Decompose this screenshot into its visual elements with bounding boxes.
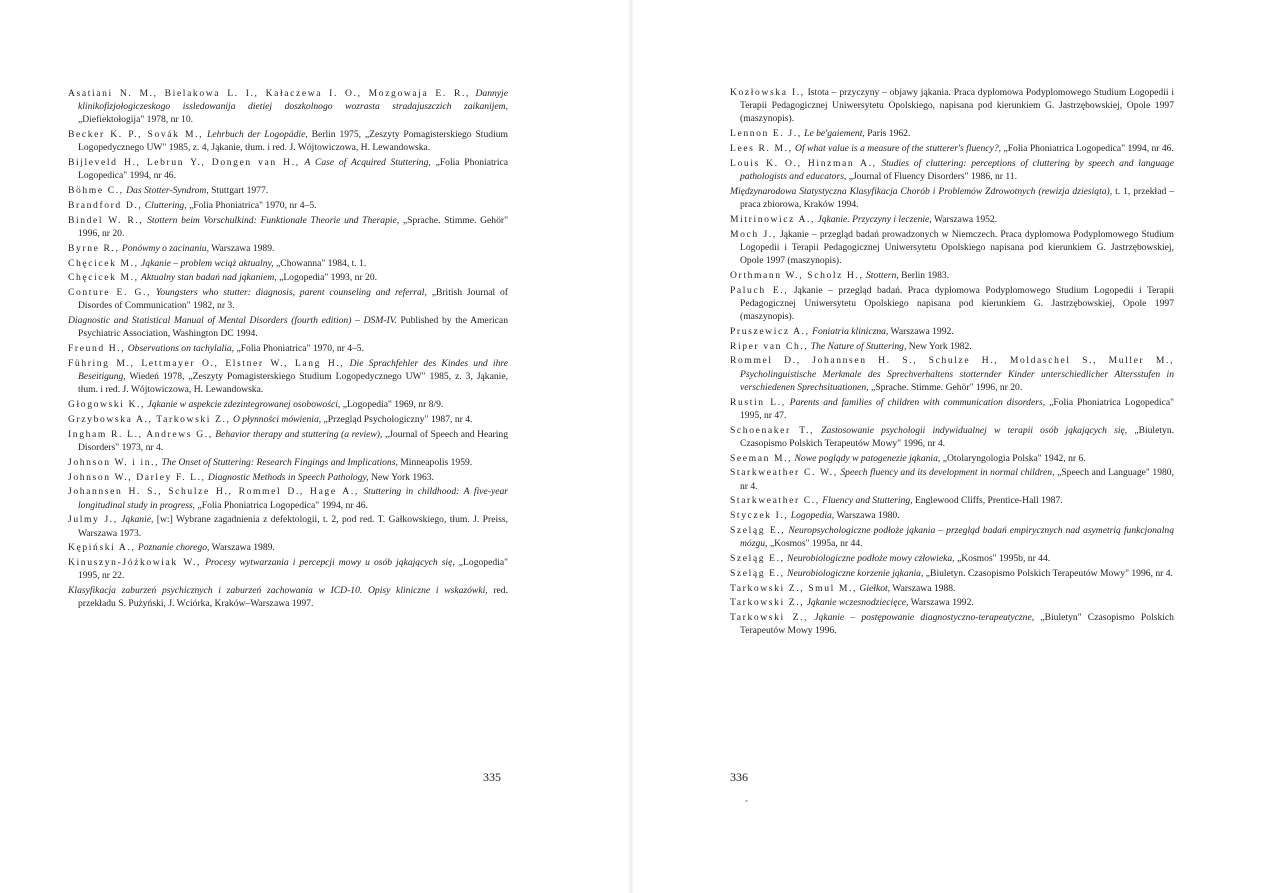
entry-author: Rustin L.,	[730, 396, 786, 408]
entry-details: „Biuletyn. Czasopismo Polskich Terapeutów Mowy" 1996, nr 4.	[740, 424, 1175, 449]
bibliography-entry	[68, 541, 508, 554]
bibliography-entry	[730, 340, 1174, 353]
entry-author: Julmy J.,	[68, 514, 118, 526]
entry-title: Jąkanie wczesnodziecięce,	[806, 597, 909, 609]
bibliography-entry	[730, 567, 1174, 580]
entry-title: The Onset of Stuttering: Research Fingings and Implications,	[161, 456, 398, 468]
entry-author: Głogowski K.,	[68, 399, 146, 411]
entry-title: Diagnostic and Statistical Manual of Mental Disorders (fourth edition) – DSM-IV.	[68, 315, 397, 327]
bibliography-entry	[68, 286, 508, 312]
entry-title: Procesy wytwarzania i percepcji mowy u osób jąkających się,	[205, 557, 455, 569]
entry-title: Międzynarodowa Statystyczna Klasyfikacja Chorób i Problemów Zdrowotnych (rewizja dziesiąta),	[730, 185, 1113, 197]
entry-details: „British Journal of Disordes of Communication" 1982, nr 3.	[78, 287, 508, 312]
entry-details: Englewood Cliffs, Prentice-Hall 1987.	[914, 495, 1063, 507]
entry-details: Istota – przyczyny – objawy jąkania. Praca dyplomowa Podyplomowego Studium Logopedii i Terapii Pedagogicznej Uniwersytetu Opolskiego, napisana pod kierunkiem G. Jastrzębowskiej, Opole 1997 (maszynopis).	[740, 87, 1175, 125]
entry-details: „Otolaryngologia Polska" 1942, nr 6.	[942, 452, 1086, 464]
bibliography-entry	[730, 354, 1174, 394]
entry-author: Orthmann W., Scholz H.,	[730, 269, 864, 281]
entry-author: Moch J.,	[730, 228, 777, 240]
entry-author: Schoenaker T.,	[730, 424, 815, 436]
bibliography-entry	[730, 424, 1174, 450]
entry-details: Wiedeń 1978, „Zeszyty Pomagisterskiego Studium Logopedycznego UW" 1985, z. 3, Jąkanie, tłum. i red. J. Wójtowiczowa, H. Lewandowska.	[78, 371, 508, 396]
bibliography-entry	[68, 428, 508, 454]
entry-author: Grzybowska A., Tarkowski Z.,	[68, 413, 231, 425]
entry-author: Brandford D.,	[68, 200, 143, 211]
entry-author: Becker K. P., Sovák M.,	[68, 129, 204, 141]
entry-author: Lees R. M.,	[730, 143, 793, 154]
bibliography-entry	[730, 86, 1174, 126]
entry-title: Jąkanie,	[121, 514, 154, 526]
entry-details: „Biuletyn" Czasopismo Polskich Terapeutów Mowy 1996.	[740, 612, 1174, 637]
bibliography-entry	[730, 213, 1174, 226]
bibliography-entry	[68, 413, 508, 426]
entry-title: Die Sprachfehler des Kindes und ihre Beseitigung,	[78, 357, 509, 383]
bibliography-entry	[68, 184, 508, 197]
entry-title: O płynności mówienia,	[232, 413, 322, 425]
entry-author: Byrne R.,	[68, 242, 120, 254]
entry-details: New York 1963.	[371, 471, 434, 483]
entry-title: Logopedia,	[790, 510, 835, 522]
entry-author: Kinuszyn-Jóźkowiak W.,	[68, 557, 202, 569]
entry-details: red. przekładu S. Pużyński, J. Wciórka, Kraków–Warszawa 1997.	[78, 585, 508, 610]
entry-author: Pruszewicz A.,	[730, 325, 810, 337]
entry-title: Fluency and Stuttering,	[822, 495, 913, 507]
entry-details: „Speech and Language" 1980, nr 4.	[740, 467, 1174, 492]
entry-details: Warszawa 1992.	[910, 597, 974, 609]
entry-author: Führing M., Lettmayer O., Elstner W., Lang H.,	[68, 357, 345, 369]
right-page	[633, 0, 1263, 893]
entry-details: [w:] Wybrane zagadnienia z defektologii, t. 2, pod red. T. Gałkowskiego, tłum. J. Preiss, Warszawa 1973.	[78, 514, 508, 539]
bibliography-entry	[730, 325, 1174, 338]
bibliography-entry	[730, 494, 1174, 507]
bibliography-entry	[730, 396, 1174, 422]
page-number-left: 335	[483, 770, 501, 784]
entry-title: Poznanie chorego,	[137, 542, 210, 554]
entry-title: Lehrbuch der Logopädie,	[207, 129, 308, 141]
entry-details: Berlin 1983.	[901, 269, 950, 281]
bibliography-entry	[68, 214, 508, 240]
entry-details: Warszawa 1988.	[892, 582, 956, 594]
entry-details: Warszawa 1989.	[211, 242, 275, 254]
entry-author: Starkweather C. W.,	[730, 467, 838, 479]
entry-details: „Kosmos" 1995b, nr 44.	[956, 552, 1051, 564]
entry-details: Stuttgart 1977.	[211, 185, 269, 197]
bibliography-entry	[730, 524, 1174, 550]
entry-author: Chęcicek M.,	[68, 257, 139, 269]
entry-details: „Kosmos" 1995a, nr 44.	[769, 538, 863, 550]
bibliography-entry	[68, 357, 508, 397]
entry-title: Das Stotter-Syndrom,	[126, 185, 209, 197]
bibliography-entry	[730, 596, 1174, 609]
entry-title: Giełkot,	[859, 582, 891, 594]
entry-details: Paris 1962.	[867, 128, 911, 140]
entry-author: Louis K. O., Hinzman A.,	[730, 157, 877, 169]
bibliography-entry	[68, 471, 508, 484]
scan-speck	[745, 800, 748, 802]
bibliography-entry	[68, 485, 508, 511]
bibliography-entry	[730, 466, 1174, 492]
entry-details: „Sprache. Stimme. Gehör" 1996, nr 20.	[871, 381, 1023, 393]
bibliography-list-left	[68, 87, 508, 612]
entry-author: Conture E. G.,	[68, 287, 151, 299]
entry-author: Johnson W. i in.,	[68, 456, 160, 468]
entry-title: Cluttering,	[144, 200, 187, 211]
entry-author: Mitrinowicz A.,	[730, 213, 816, 225]
entry-author: Tarkowski Z.,	[730, 597, 805, 609]
entry-title: Of what value is a measure of the stutterer's fluency?,	[795, 143, 1002, 154]
entry-title: Aktualny stan badań nad jąkaniem,	[141, 272, 277, 284]
entry-title: Jąkanie. Przyczyny i leczenie,	[817, 213, 932, 225]
entry-author: Riper van Ch.,	[730, 340, 809, 352]
entry-details: „Logopedia" 1993, nr 20.	[279, 272, 378, 284]
entry-details: Berlin 1975, „Zeszyty Pomagisterskiego Studium Logopedycznego UW" 1985, z. 4, Jąkanie, tłum. i red. J. Wójtowiczowa, H. Lewandowska.	[78, 129, 508, 154]
entry-author: Szeląg E.,	[730, 567, 785, 579]
entry-author: Seeman M.,	[730, 452, 793, 464]
bibliography-entry	[68, 556, 508, 582]
entry-author: Szeląg E.,	[730, 524, 786, 536]
entry-details: „Folia Phoniatrica Logopedica" 1994, nr 46.	[1003, 143, 1174, 154]
entry-author: Ingham R. L., Andrews G.,	[68, 428, 213, 440]
entry-details: „Sprache. Stimme. Gehör" 1996, nr 20.	[78, 214, 508, 239]
bibliography-entry	[68, 398, 508, 411]
entry-author: Böhme C.,	[68, 185, 124, 197]
entry-details: Warszawa 1980.	[836, 510, 900, 522]
entry-details: Minneapolis 1959.	[400, 456, 473, 468]
entry-details: „Journal of Speech and Hearing Disorders" 1973, nr 4.	[78, 428, 509, 453]
entry-title: Studies of cluttering: perceptions of cluttering by speech and language pathologists and educators,	[740, 157, 1174, 182]
entry-author: Rommel D., Johannsen H. S., Schulze H., Moldaschel S., Muller M.,	[730, 355, 1174, 367]
entry-author: Starkweather C.,	[730, 495, 820, 507]
entry-title: Jąkanie – problem wciąż aktualny,	[141, 257, 274, 269]
entry-details: Jąkanie – przegląd badań prowadzonych w Niemczech. Praca dyplomowa Podyplomowego Studium Logopedii i Terapii Pedagogicznej Uniwersytetu Opolskiego napisana pod kierunkiem G. Jastrzębowskiej, Opole 1997 (maszynopis).	[740, 228, 1174, 266]
entry-title: Behavior therapy and stuttering (a review),	[215, 428, 383, 440]
entry-title: Dannyje klinikofizjołogiczeskogo issledowanija dietiej doszkolnogo wozrasta stradajuszczich zaikanijem,	[78, 88, 508, 113]
entry-details: Warszawa 1952.	[933, 213, 998, 225]
entry-details: „Folia Phoniatrica" 1970, nr 4–5.	[236, 343, 365, 355]
entry-title: The Nature of Stuttering,	[810, 340, 907, 352]
entry-author: Styczek I.,	[730, 510, 789, 522]
entry-title: Parents and families of children with communication disorders,	[789, 396, 1046, 408]
entry-details: „Przegląd Psychologiczny" 1987, nr 4.	[323, 413, 473, 425]
entry-title: Ponówmy o zacinaniu,	[121, 242, 209, 254]
entry-details: „Journal of Fluency Disorders" 1986, nr 11.	[848, 171, 1017, 182]
bibliography-entry	[68, 342, 508, 355]
entry-title: Jąkanie w aspekcie zdezintegrowanej osobowości,	[147, 399, 341, 411]
entry-details: New York 1982.	[908, 340, 972, 352]
entry-author: Kozłowska I.,	[730, 87, 805, 98]
entry-details: „Folia Phoniatrica Logopedica" 1994, nr 46.	[197, 499, 368, 511]
entry-details: t. 1, przekład – praca zbiorowa, Kraków 1994.	[740, 185, 1175, 210]
bibliography-entry	[730, 228, 1174, 268]
entry-author: Tarkowski Z., Smul M.,	[730, 582, 858, 594]
entry-author: Asatiani N. M., Bielakowa L. I., Kałaczewa I. O., Mozgowaja E. R.,	[68, 88, 470, 99]
entry-title: Observations on tachylalia,	[127, 343, 235, 355]
bibliography-entry	[68, 584, 508, 610]
entry-title: Stottern beim Vorschulkind: Funktionale Theorie und Therapie,	[147, 214, 400, 226]
bibliography-entry	[730, 611, 1174, 637]
entry-author: Johannsen H. S., Schulze H., Rommel D., Hage A.,	[68, 486, 359, 498]
entry-title: Stottern,	[865, 269, 899, 281]
entry-title: Psycholinguistische Merkmale des Sprechverhaltens stotternder Kinder unterschiedlicher Altersstufen in verschiedenen Sprechsituationen,	[740, 368, 1174, 393]
entry-author: Chęcicek M.,	[68, 272, 139, 284]
bibliography-entry	[730, 157, 1174, 183]
entry-title: Zastosowanie psychologii indywidualnej w terapii osób jąkających się,	[821, 424, 1128, 436]
bibliography-entry	[730, 509, 1174, 522]
entry-details: „Folia Phoniatrica Logopedica" 1995, nr 47.	[740, 396, 1175, 421]
bibliography-entry	[730, 452, 1174, 465]
entry-title: Speech fluency and its development in normal children,	[840, 467, 1055, 479]
entry-title: Neurobiologiczne podłoże mowy człowieka,	[787, 552, 955, 564]
bibliography-entry	[68, 257, 508, 270]
entry-title: Diagnostic Methods in Speech Pathology,	[207, 471, 369, 483]
bibliography-list-right	[730, 86, 1174, 639]
entry-title: Jąkanie – postępowanie diagnostyczno-terapeutyczne,	[814, 612, 1035, 624]
entry-author: Paluch E.,	[730, 284, 789, 296]
bibliography-entry	[68, 156, 508, 182]
entry-title: Neuropsychologiczne podłoże jąkania – przegląd badań empirycznych nad asymetrią funkcjonalną mózgu,	[740, 524, 1174, 550]
bibliography-entry	[730, 142, 1174, 155]
entry-title: Klasyfikacja zaburzeń psychicznych i zaburzeń zachowania w ICD-10. Opisy kliniczne i wskazówki,	[68, 585, 488, 597]
entry-author: Freund H.,	[68, 343, 126, 355]
entry-author: Bijleveld H., Lebrun Y., Dongen van H.,	[68, 157, 300, 169]
left-page	[0, 0, 630, 893]
bibliography-entry	[68, 242, 508, 255]
entry-details: Warszawa 1992.	[890, 325, 954, 337]
entry-title: Nowe poglądy w patogenezie jąkania,	[794, 452, 941, 464]
entry-title: A Case of Acquired Stuttering,	[304, 157, 431, 169]
entry-details: „Logopedia" 1969, nr 8/9.	[342, 399, 444, 411]
entry-details: Warszawa 1989.	[211, 542, 275, 554]
bibliography-entry	[730, 284, 1174, 324]
entry-author: Tarkowski Z.,	[730, 612, 809, 624]
bibliography-entry	[730, 582, 1174, 595]
bibliography-entry	[730, 127, 1174, 140]
entry-author: Szeląg E.,	[730, 552, 785, 564]
bibliography-entry	[730, 185, 1174, 211]
bibliography-entry	[68, 271, 508, 284]
entry-details: Jąkanie – przegląd badań. Praca dyplomowa Podyplomowego Studium Logopedii i Terapii Pedagogicznej Uniwersytetu Opolskiego napisana pod kierunkiem G. Jastrzębowskiej, Opole 1997 (maszynopis).	[740, 284, 1175, 322]
bibliography-entry	[68, 128, 508, 154]
entry-details: Published by the American Psychiatric Association, Washington DC 1994.	[78, 315, 508, 340]
entry-author: Lennon E. J.,	[730, 128, 802, 140]
entry-details: „Folia Phoniatrica" 1970, nr 4–5.	[189, 200, 317, 211]
entry-author: Bindel W. R.,	[68, 214, 144, 226]
bibliography-entry	[68, 199, 508, 212]
entry-title: Foniatria kliniczna,	[812, 325, 889, 337]
entry-details: „Biuletyn. Czasopismo Polskich Terapeutów Mowy" 1996, nr 4.	[925, 567, 1173, 579]
entry-title: Stuttering in childhood: A five-year longitudinal study in progress,	[78, 486, 508, 511]
bibliography-entry	[68, 456, 508, 469]
entry-details: „Folia Phoniatrica Logopedica" 1994, nr 46.	[78, 157, 509, 182]
entry-details: „Diefiektołogija" 1978, nr 10.	[78, 114, 194, 126]
entry-details: „Chowanna" 1984, t. 1.	[276, 257, 367, 269]
entry-title: Neurobiologiczne korzenie jąkania,	[787, 567, 924, 579]
entry-details: „Logopedia" 1995, nr 22.	[78, 557, 508, 582]
bibliography-entry	[730, 552, 1174, 565]
bibliography-entry	[68, 314, 508, 340]
entry-author: Johnson W., Darley F. L.,	[68, 471, 206, 483]
entry-title: Le be'gaiement,	[804, 128, 865, 140]
page-number-right: 336	[730, 770, 748, 784]
entry-title: Youngsters who stutter: diagnosis, parent counseling and referral,	[155, 287, 427, 299]
bibliography-entry	[730, 269, 1174, 282]
entry-author: Kępiński A.,	[68, 542, 136, 554]
bibliography-entry	[68, 87, 508, 127]
bibliography-entry	[68, 513, 508, 539]
